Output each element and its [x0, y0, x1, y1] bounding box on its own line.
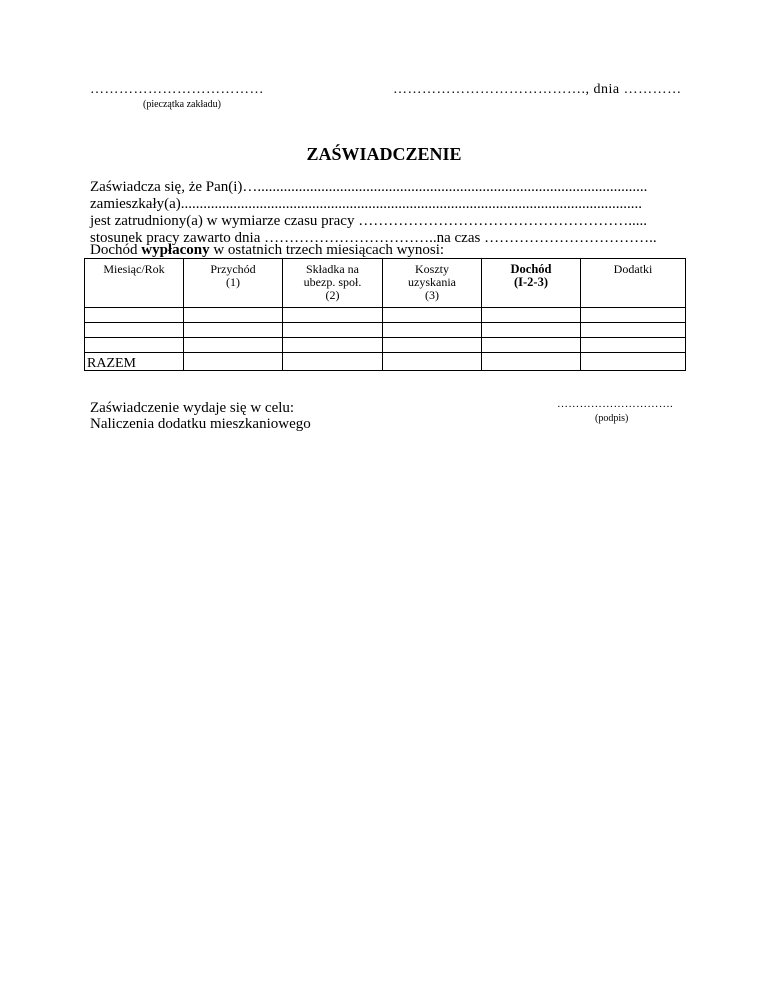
header-income: Dochód (I-2-3): [482, 259, 581, 308]
income-text-before: Dochód: [90, 242, 142, 258]
header-revenue: Przychód (1): [184, 259, 283, 308]
body-line-income: [90, 242, 444, 259]
total-label: RAZEM: [85, 353, 184, 371]
header-allowances: Dodatki: [581, 259, 686, 308]
table-header-row: [85, 259, 686, 308]
signature-line: ………………………….: [557, 398, 674, 410]
body-line-contract: stosunek pracy zawarto dnia ……………………………..na czas ……………………………..: [90, 230, 657, 246]
signature-caption: (podpis): [595, 413, 629, 424]
income-text-bold: wypłacony: [141, 242, 210, 258]
table-row: [85, 308, 686, 323]
header-social-insurance: Składka na ubezp. społ. (2): [283, 259, 383, 308]
header-month-year: Miesiąc/Rok: [85, 259, 184, 308]
table-row: [85, 338, 686, 353]
purpose-label: Zaświadczenie wydaje się w celu:: [90, 400, 295, 416]
purpose-value: Naliczenia dodatku mieszkaniowego: [90, 416, 311, 432]
date-line: …………………………………., dnia …………: [393, 82, 682, 97]
table-total-row: [85, 353, 686, 371]
stamp-line: ………………………………: [90, 82, 264, 97]
document-title: ZAŚWIADCZENIE: [306, 144, 462, 164]
body-line-name: Zaświadcza się, że Pan(i)…........................................................................................................: [90, 179, 648, 195]
body-line-address: zamieszkały(a)...........................................................................................................................: [90, 196, 643, 212]
body-line-employment: jest zatrudniony(a) w wymiarze czasu pracy ……………………………………………….....: [90, 213, 647, 229]
header-costs: Koszty uzyskania (3): [383, 259, 482, 308]
table-row: [85, 323, 686, 338]
income-table: [84, 258, 686, 371]
stamp-caption: (pieczątka zakładu): [143, 99, 222, 110]
income-text-after: w ostatnich trzech miesiącach wynosi:: [209, 242, 445, 258]
